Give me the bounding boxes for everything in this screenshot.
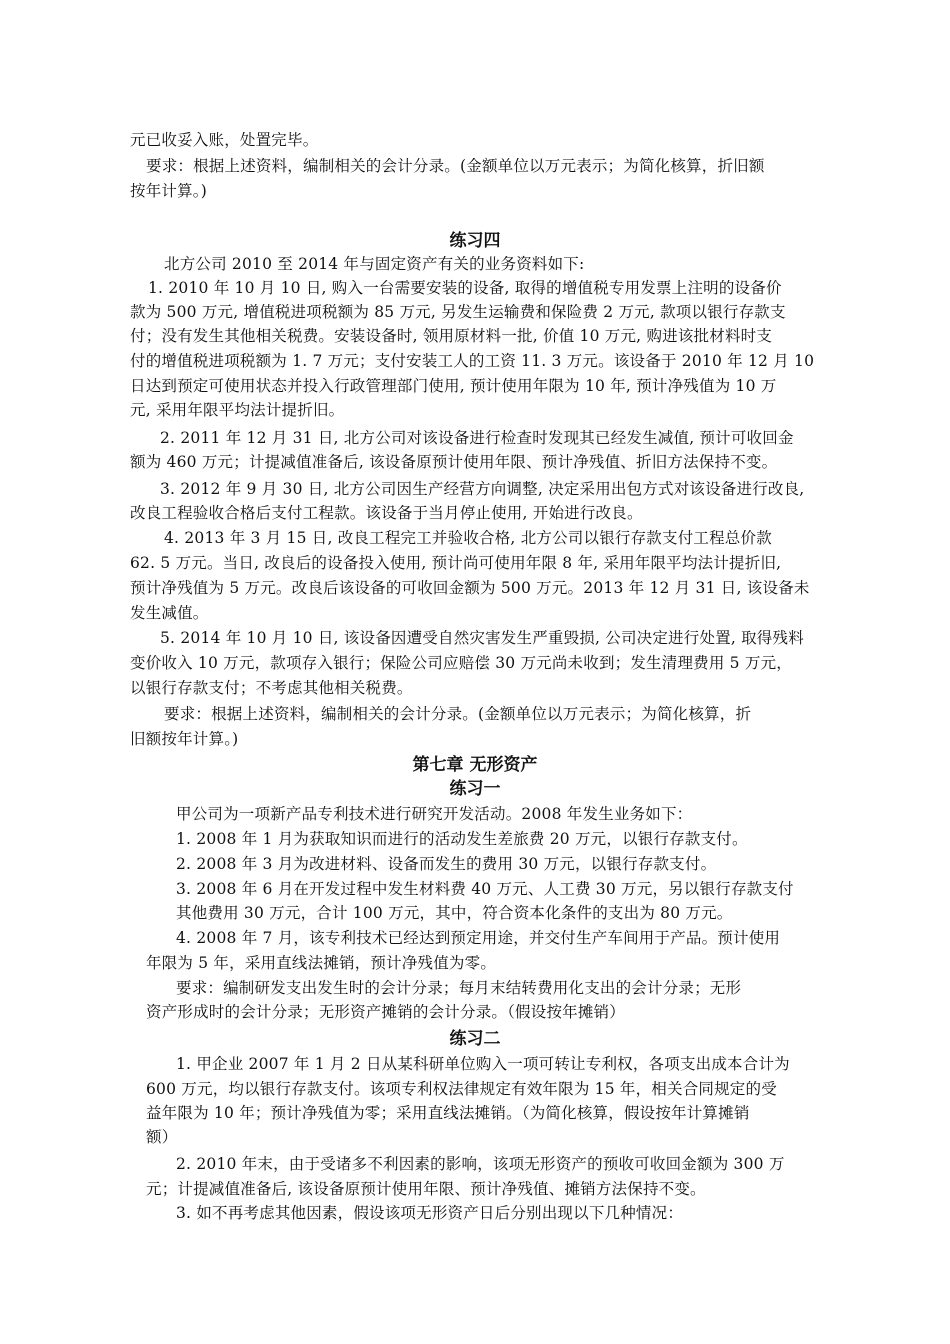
paragraph-line: 2. 2011 年 12 月 31 日, 北方公司对该设备进行检查时发现其已经发生减值, 预计可收回金: [160, 429, 794, 447]
paragraph-line: 额）: [146, 1128, 178, 1146]
paragraph-line: 元, 采用年限平均法计提折旧。: [130, 401, 345, 419]
paragraph-line: 2. 2008 年 3 月为改进材料、设备而发生的费用 30 万元，以银行存款支付。: [176, 855, 717, 873]
paragraph-line: 益年限为 10 年；预计净残值为零；采用直线法摊销。（为简化核算，假设按年计算摊销: [146, 1104, 750, 1122]
chapter-heading: 第七章 无形资产: [412, 755, 538, 775]
paragraph-line: 付；没有发生其他相关税费。安装设备时, 领用原材料一批, 价值 10 万元, 购进该批材料时支: [130, 327, 773, 345]
section-heading-exercise-2: 练习二: [449, 1029, 501, 1049]
requirement-line: 资产形成时的会计分录；无形资产摊销的会计分录。（假设按年摊销）: [146, 1003, 625, 1021]
paragraph-line: 2. 2010 年末，由于受诸多不利因素的影响，该项无形资产的预收可收回金额为 300 万: [176, 1155, 785, 1173]
paragraph-line: 4. 2013 年 3 月 15 日, 改良工程完工并验收合格, 北方公司以银行存款支付工程总价款: [164, 529, 772, 547]
section-heading-exercise-4: 练习四: [449, 231, 501, 251]
requirement-line: 旧额按年计算。): [130, 730, 239, 748]
paragraph-line: 3. 如不再考虑其他因素，假设该项无形资产日后分别出现以下几种情况：: [176, 1204, 684, 1222]
paragraph-line: 变价收入 10 万元，款项存入银行；保险公司应赔偿 30 万元尚未收到；发生清理费用 5 万元，: [130, 654, 792, 672]
paragraph-line: 日达到预定可使用状态并投入行政管理部门使用, 预计使用年限为 10 年, 预计净残值为 10 万: [130, 377, 777, 395]
paragraph-line: 3. 2012 年 9 月 30 日, 北方公司因生产经营方向调整, 决定采用出包方式对该设备进行改良,: [160, 480, 805, 498]
paragraph-line: 年限为 5 年，采用直线法摊销，预计净残值为零。: [146, 954, 497, 972]
paragraph-line: 元；计提减值准备后, 该设备原预计使用年限、预计净残值、摊销方法保持不变。: [146, 1180, 706, 1198]
paragraph-line: 3. 2008 年 6 月在开发过程中发生材料费 40 万元、人工费 30 万元，另以银行存款支付: [176, 880, 794, 898]
requirement-line: 按年计算。): [130, 182, 207, 200]
paragraph-line: 1. 甲企业 2007 年 1 月 2 日从某科研单位购入一项可转让专利权，各项支出成本合计为: [176, 1055, 790, 1073]
paragraph-line: 北方公司 2010 至 2014 年与固定资产有关的业务资料如下:: [164, 255, 585, 273]
paragraph-line: 发生减值。: [130, 604, 209, 622]
requirement-line: 要求：编制研发支出发生时的会计分录；每月末结转费用化支出的会计分录；无形: [176, 979, 742, 997]
paragraph-line: 1. 2010 年 10 月 10 日, 购入一台需要安装的设备, 取得的增值税专用发票上注明的设备价: [148, 279, 782, 297]
paragraph-line: 款为 500 万元, 增值税进项税额为 85 万元, 另发生运输费和保险费 2 万元, 款项以银行存款支: [130, 303, 786, 321]
paragraph-line: 以银行存款支付；不考虑其他相关税费。: [130, 679, 413, 697]
paragraph-line: 4. 2008 年 7 月，该专利技术已经达到预定用途，并交付生产车间用于产品。预计使用: [176, 929, 781, 947]
paragraph-line: 62. 5 万元。当日, 改良后的设备投入使用, 预计尚可使用年限 8 年, 采用年限平均法计提折旧,: [130, 554, 782, 572]
paragraph-line: 额为 460 万元；计提减值准备后, 该设备原预计使用年限、预计净残值、折旧方法保持不变。: [130, 453, 778, 471]
paragraph-line: 其他费用 30 万元，合计 100 万元，其中，符合资本化条件的支出为 80 万元。: [176, 904, 733, 922]
paragraph-line: 600 万元，均以银行存款支付。该项专利权法律规定有效年限为 15 年，相关合同规定的受: [146, 1080, 777, 1098]
paragraph-line: 元已收妥入账，处置完毕。: [130, 131, 319, 149]
paragraph-line: 1. 2008 年 1 月为获取知识而进行的活动发生差旅费 20 万元，以银行存款支付。: [176, 830, 748, 848]
paragraph-line: 改良工程验收合格后支付工程款。该设备于当月停止使用, 开始进行改良。: [130, 504, 643, 522]
section-heading-exercise-1: 练习一: [449, 779, 501, 799]
paragraph-line: 预计净残值为 5 万元。改良后该设备的可收回金额为 500 万元。2013 年 12 月 31 日, 该设备未: [130, 579, 810, 597]
requirement-line: 要求：根据上述资料，编制相关的会计分录。(金额单位以万元表示；为简化核算，折旧额: [146, 157, 765, 175]
paragraph-line: 甲公司为一项新产品专利技术进行研究开发活动。2008 年发生业务如下：: [176, 805, 693, 823]
paragraph-line: 付的增值税进项税额为 1. 7 万元；支付安装工人的工资 11. 3 万元。该设备于 2010 年 12 月 10: [130, 352, 815, 370]
paragraph-line: 5. 2014 年 10 月 10 日, 该设备因遭受自然灾害发生严重毁损, 公司决定进行处置, 取得残料: [160, 629, 804, 647]
requirement-line: 要求：根据上述资料，编制相关的会计分录。(金额单位以万元表示；为简化核算，折: [164, 705, 752, 723]
